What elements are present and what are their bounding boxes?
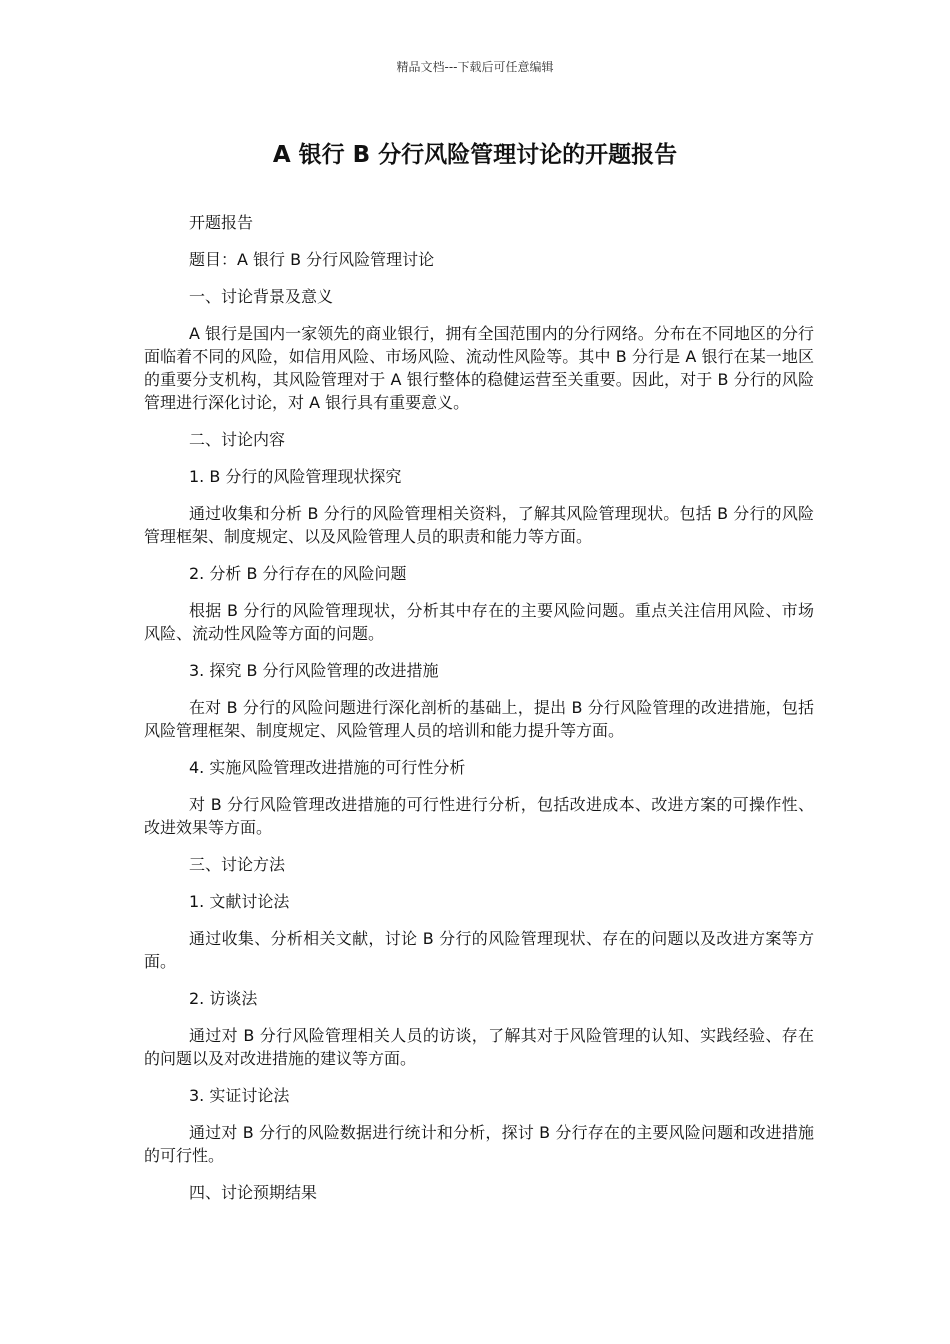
paragraph-problems: 根据 B 分行的风险管理现状，分析其中存在的主要风险问题。重点关注信用风险、市场风险、流动性风险等方面的问题。	[144, 601, 814, 643]
subheading-problems: 2. 分析 B 分行存在的风险问题	[189, 564, 407, 583]
subheading-interview: 2. 访谈法	[189, 989, 258, 1008]
document-title: A 银行 B 分行风险管理讨论的开题报告	[272, 142, 678, 168]
page-header: 精品文档---下载后可任意编辑	[396, 60, 554, 74]
document-body	[144, 211, 814, 1218]
paragraph-improvements: 在对 B 分行的风险问题进行深化剖析的基础上，提出 B 分行风险管理的改进措施，包括风险管理框架、制度规定、风险管理人员的培训和能力提升等方面。	[144, 698, 814, 740]
paragraph-status: 通过收集和分析 B 分行的风险管理相关资料，了解其风险管理现状。包括 B 分行的风险管理框架、制度规定、以及风险管理人员的职责和能力等方面。	[144, 504, 814, 546]
paragraph-topic: 题目：A 银行 B 分行风险管理讨论	[189, 250, 435, 269]
paragraph-report-label: 开题报告	[189, 213, 254, 232]
paragraph-background: A 银行是国内一家领先的商业银行，拥有全国范围内的分行网络。分布在不同地区的分行面临着不同的风险，如信用风险、市场风险、流动性风险等。其中 B 分行是 A 银行在某一地区的重要分支机构，其风险管理对于 A 银行整体的稳健运营至关重要。因此，对于 B 分行的风险管理进行深化讨论，对 A 银行具有重要意义。	[144, 324, 814, 412]
subheading-feasibility: 4. 实施风险管理改进措施的可行性分析	[189, 758, 466, 777]
paragraph-literature: 通过收集、分析相关文献，讨论 B 分行的风险管理现状、存在的问题以及改进方案等方面。	[144, 929, 814, 971]
paragraph-feasibility: 对 B 分行风险管理改进措施的可行性进行分析，包括改进成本、改进方案的可操作性、改进效果等方面。	[144, 795, 814, 837]
subheading-status: 1. B 分行的风险管理现状探究	[189, 467, 402, 486]
subheading-improvements: 3. 探究 B 分行风险管理的改进措施	[189, 661, 439, 680]
section-heading-background: 一、讨论背景及意义	[189, 287, 334, 306]
section-heading-content: 二、讨论内容	[189, 430, 286, 449]
subheading-empirical: 3. 实证讨论法	[189, 1086, 290, 1105]
subheading-literature: 1. 文献讨论法	[189, 892, 290, 911]
section-heading-expected-results: 四、讨论预期结果	[189, 1183, 318, 1202]
section-heading-methods: 三、讨论方法	[189, 855, 286, 874]
paragraph-empirical: 通过对 B 分行的风险数据进行统计和分析，探讨 B 分行存在的主要风险问题和改进措施的可行性。	[144, 1123, 814, 1165]
paragraph-interview: 通过对 B 分行风险管理相关人员的访谈，了解其对于风险管理的认知、实践经验、存在的问题以及对改进措施的建议等方面。	[144, 1026, 814, 1068]
